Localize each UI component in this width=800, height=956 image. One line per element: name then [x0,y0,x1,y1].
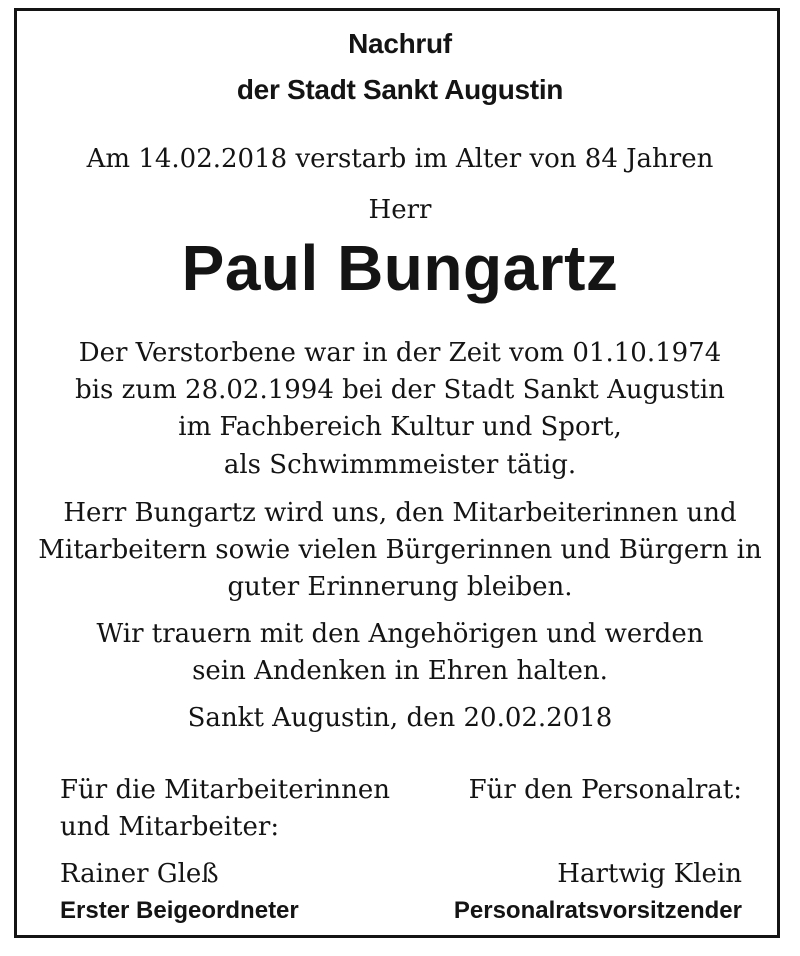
paragraph3-line2: sein Andenken in Ehren halten. [192,656,608,686]
left-signatory-for-line2: und Mitarbeiter: [60,812,280,842]
salutation: Herr [368,195,432,225]
paragraph2-line2: Mitarbeitern sowie vielen Bürgerinnen und Bürgern in [38,535,762,565]
left-signatory-name: Rainer Gleß [60,859,219,889]
paragraph1-line4: als Schwimmmeister tätig. [223,450,577,480]
paragraph1-line1: Der Verstorbene war in der Zeit vom 01.10.1974 [78,338,722,368]
paragraph3-line1: Wir trauern mit den Angehörigen und werden [96,619,704,649]
header-title: Nachruf [348,28,452,59]
right-signatory-name: Hartwig Klein [557,859,742,889]
right-signatory-title: Personalratsvorsitzender [453,897,742,924]
left-signatory-for-line1: Für die Mitarbeiterinnen [60,775,390,805]
paragraph2-line3: guter Erinnerung bleiben. [227,572,573,602]
place-date: Sankt Augustin, den 20.02.2018 [187,703,613,733]
paragraph1-line3: im Fachbereich Kultur und Sport, [178,412,622,442]
paragraph2-line1: Herr Bungartz wird uns, den Mitarbeiterinnen und [63,498,737,528]
deceased-name: Paul Bungartz [181,232,619,304]
left-signatory-title: Erster Beigeordneter [60,897,299,924]
header-subtitle: der Stadt Sankt Augustin [236,74,564,105]
right-signatory-for-line1: Für den Personalrat: [468,775,742,805]
death-notice-intro: Am 14.02.2018 verstarb im Alter von 84 Jahren [86,144,714,174]
paragraph1-line2: bis zum 28.02.1994 bei der Stadt Sankt Augustin [75,375,725,405]
